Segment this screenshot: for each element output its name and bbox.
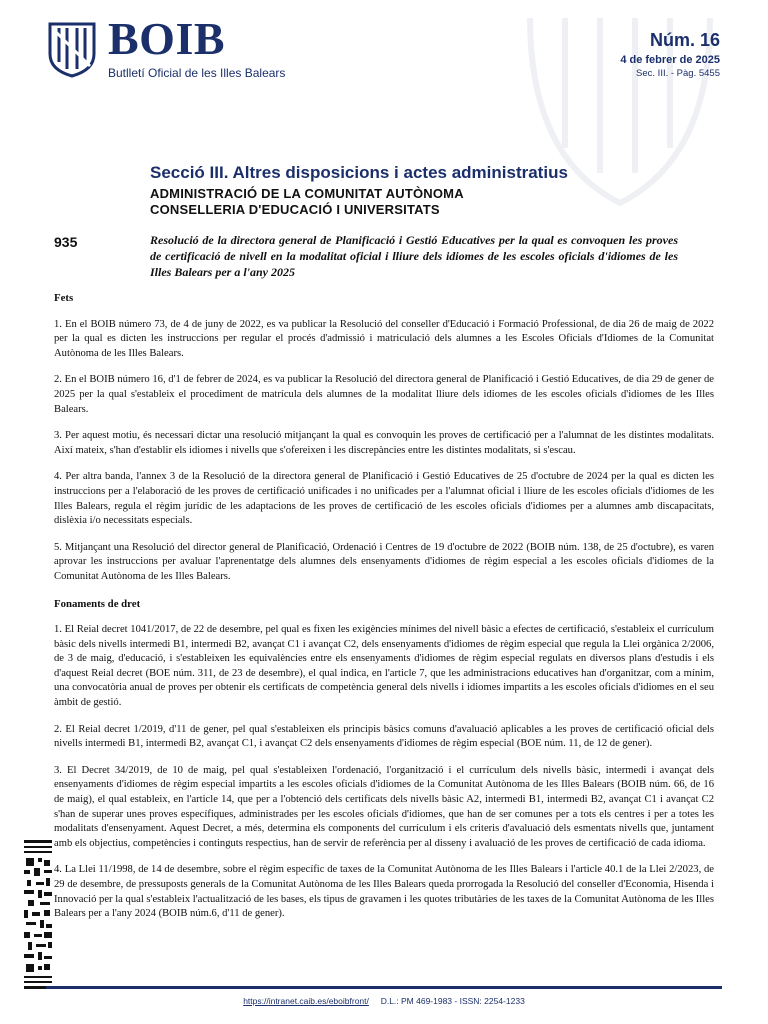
paragraph: 3. El Decret 34/2019, de 10 de maig, pel qual s'estableixen l'ordenació, l'organització i el currículum dels nivells bàsic, intermedi i avançat dels ensenyaments d'idiomes de règim especial impartits a les escoles oficials d'idiomes de la Comunitat Autònoma de les Illes Balears (BOIB núm. 66, de 16 de maig), el qual estableix, en l'article 14, que per a l'obtenció dels certificats dels nivells bàsic A2, intermedi B1, intermedi B2, avançat C1 i avançat C2 s'han de superar unes proves específiques, administrades per les escoles oficials d'idiomes, que han de ser comunes per a tots els centres i per a totes les modalitats d'ensenyament. Aquest Decret, a més, determina els components del currículum i els criteris d'avaluació dels esmentats nivells que, juntament amb els objectius, competències i continguts respectius, han de servir de referència per al disseny i avaluació de les proves de certificació de cada idioma. (54, 764, 714, 849)
boib-crest-logo (46, 20, 98, 78)
heading-law: Fonaments de dret (54, 597, 141, 610)
org-line-2: CONSELLERIA D'EDUCACIÓ I UNIVERSITATS (150, 202, 440, 217)
section-page: Sec. III. - Pàg. 5455 (636, 68, 720, 79)
paragraph: 4. La Llei 11/1998, de 14 de desembre, sobre el règim específic de taxes de la Comunitat Autònoma de les Illes Balears i l'article 40.1 de la Llei 2/2023, de 29 de desembre, de pressuposts generals de la Comunitat Autònoma de les Illes Balears queda prorrogada la Resolució del conseller d'Economia, Hisenda i Innovació per la qual s'estableix l'actualització de les bases, els tipus de gravamen i les quotes tributàries de les taxes de la Comunitat Autònoma de les Illes Balears per a l'any 2024 (BOIB núm.6, d'11 de gener). (54, 864, 714, 920)
qr-code (24, 840, 52, 990)
footer-rule (46, 986, 722, 989)
paragraph: 1. El Reial decret 1041/2017, de 22 de desembre, pel qual es fixen les exigències mínimes del nivell bàsic a efectes de certificació, s'estableix el currículum bàsic dels nivells intermedi B1, intermedi B2, avançat C1 i avançat C2, dels ensenyaments d'idiomes de règim especial que regula la Llei orgànica 2/2006, de 3 de maig, d'educació, i s'estableixen les equivalències entre els ensenyaments d'idiomes de règim especial regulats en diversos plans d'estudis i els d'aquest Reial decret (BOE núm. 311, de 23 de desembre), el qual indica, en l'article 7, que les administracions educatives han d'organitzar, com a mínim, una convocatòria anual de proves per obtenir els certificats de competència general dels nivells i idiomes impartits a les escoles oficials d'idiomes en el seu àmbit de gestió. (54, 624, 714, 709)
brand-title: BOIB (108, 13, 226, 64)
document-body (54, 291, 714, 934)
paragraph: 4. Per altra banda, l'annex 3 de la Resolució de la directora general de Planificació i Gestió Educatives de 25 d'octubre de 2024 per la qual es dicten les instruccions per a l'elaboració de les proves de certificació unificades i no unificades per a l'alumnat oficial i lliure de les escoles oficials d'idiomes de les Illes Balears, regula el règim jurídic de les adaptacions de les proves de certificació de les escoles oficials d'idiomes per a alumnes amb discapacitats, dislèxia i/o necessitats especials. (54, 471, 714, 527)
resolution-number: 935 (54, 234, 78, 250)
paragraph: 3. Per aquest motiu, és necessari dictar una resolució mitjançant la qual es convoquin les proves de certificació per a l'alumnat de les distintes modalitats. Així mateix, s'han d'establir els idiomes i nivells que s'ofereixen i les discrepàncies entre les distintes modalitats, si s'escau. (54, 430, 714, 456)
paragraph: 2. En el BOIB número 16, d'1 de febrer de 2024, es va publicar la Resolució del directora general de Planificació i Gestió Educatives, de dia 29 de gener de 2025 per la qual s'estableix el procediment de matrícula dels alumnes de la modalitat lliure dels idiomes de les escoles oficials d'idiomes de les Illes Balears. (54, 374, 714, 415)
brand-subtitle: Butlletí Oficial de les Illes Balears (108, 66, 286, 80)
resolution-title: Resolució de la directora general de Planificació i Gestió Educatives per la qual es convoquen les proves de certificació de nivell en la modalitat oficial i lliure dels idiomes de les escoles oficials d'idiomes de les Illes Balears per a l'any 2025 (150, 233, 678, 279)
org-line-1: ADMINISTRACIÓ DE LA COMUNITAT AUTÒNOMA (150, 186, 464, 201)
footer (0, 996, 768, 1006)
paragraph: 2. El Reial decret 1/2019, d'11 de gener, pel qual s'estableixen els principis bàsics comuns d'avaluació aplicables a les proves de certificació oficial dels nivells intermedi B1, intermedi B2, avançat C1, i avançat C2 dels ensenyaments d'idiomes de règim especial (BOE núm. 11, de 12 de gener). (54, 723, 714, 750)
paragraph: 5. Mitjançant una Resolució del director general de Planificació, Ordenació i Centres de 19 d'octubre de 2022 (BOIB núm. 138, de 25 d'octubre), es varen aprovar les instruccions per avaluar l'aprenentatge dels alumnes dels ensenyaments d'idiomes de règim especial a les escoles oficials d'idiomes de la Comunitat Autònoma de les Illes Balears. (54, 541, 714, 582)
heading-facts: Fets (54, 292, 74, 304)
issue-number: Núm. 16 (649, 30, 720, 50)
footer-url-link[interactable]: https://intranet.caib.es/eboibfront/ (243, 996, 369, 1006)
issue-date: 4 de febrer de 2025 (620, 54, 720, 66)
section-title: Secció III. Altres disposicions i actes administratius (150, 163, 568, 182)
paragraph: 1. En el BOIB número 73, de 4 de juny de 2022, es va publicar la Resolució del conseller d'Educació i Formació Professional, de dia 26 de maig de 2022 per la qual es dicten les instruccions per regular el procés d'admissió i matriculació dels alumnes a les Escoles Oficials d'Idiomes de la Comunitat Autònoma de les Illes Balears. (54, 318, 714, 359)
footer-legal: D.L.: PM 469-1983 - ISSN: 2254-1233 (380, 996, 525, 1006)
